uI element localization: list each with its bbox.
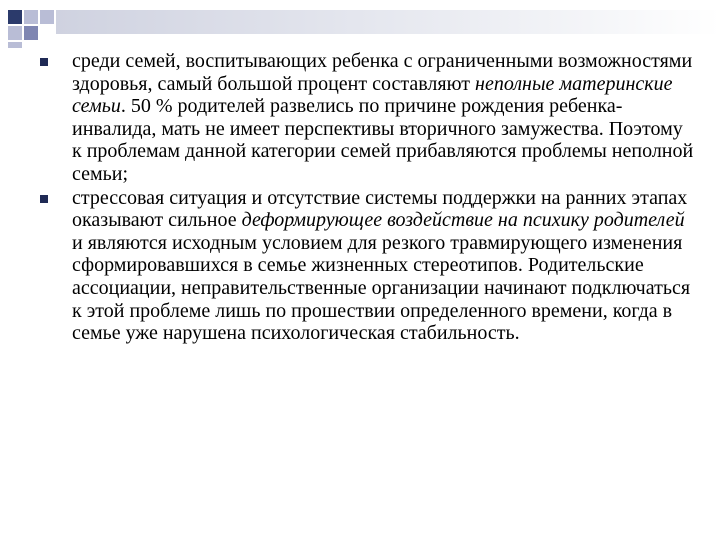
italic-text-segment: деформирующее воздействие на психику родителей [241,209,685,232]
corner-square-dark [8,10,22,24]
text-segment: стрессовая ситуация и отсутствие системы поддержки на ранних этапах оказывают сильное [72,186,688,232]
corner-square-light [40,10,54,24]
corner-square-light [8,26,22,40]
bullet-text [72,187,690,345]
text-segment: среди семей, воспитывающих ребенка с ограниченными возможностями здоровья, самый большой процент составляют [72,50,693,95]
bullet-item-0 [34,50,694,186]
square-bullet-icon [40,58,48,66]
text-segment: и являются исходным условием для резкого травмирующего изменения сформировавшихся в семье жизненных стереотипов. Родительские ассоциации, неправительственные организации начинают подключаться к этой проблеме лишь по прошествии определенного времени, когда в семье уже нарушена психологическая стабильность. [72,231,691,345]
title-bar-decoration [56,10,720,34]
square-bullet-icon [40,195,48,203]
bullet-list [34,50,694,346]
corner-square-mid [24,26,38,40]
corner-square-light [24,10,38,24]
bullet-text [72,50,693,185]
bullet-item-1 [34,187,694,345]
italic-text-segment: неполные материнские семьи [72,72,673,118]
corner-square-light [8,42,22,48]
text-segment: . 50 % родителей развелись по причине рождения ребенка-инвалида, мать не имеет перспективы вторичного замужества. Поэтому к проблемам данной категории семей прибавляются проблемы неполной семьи; [72,95,694,185]
